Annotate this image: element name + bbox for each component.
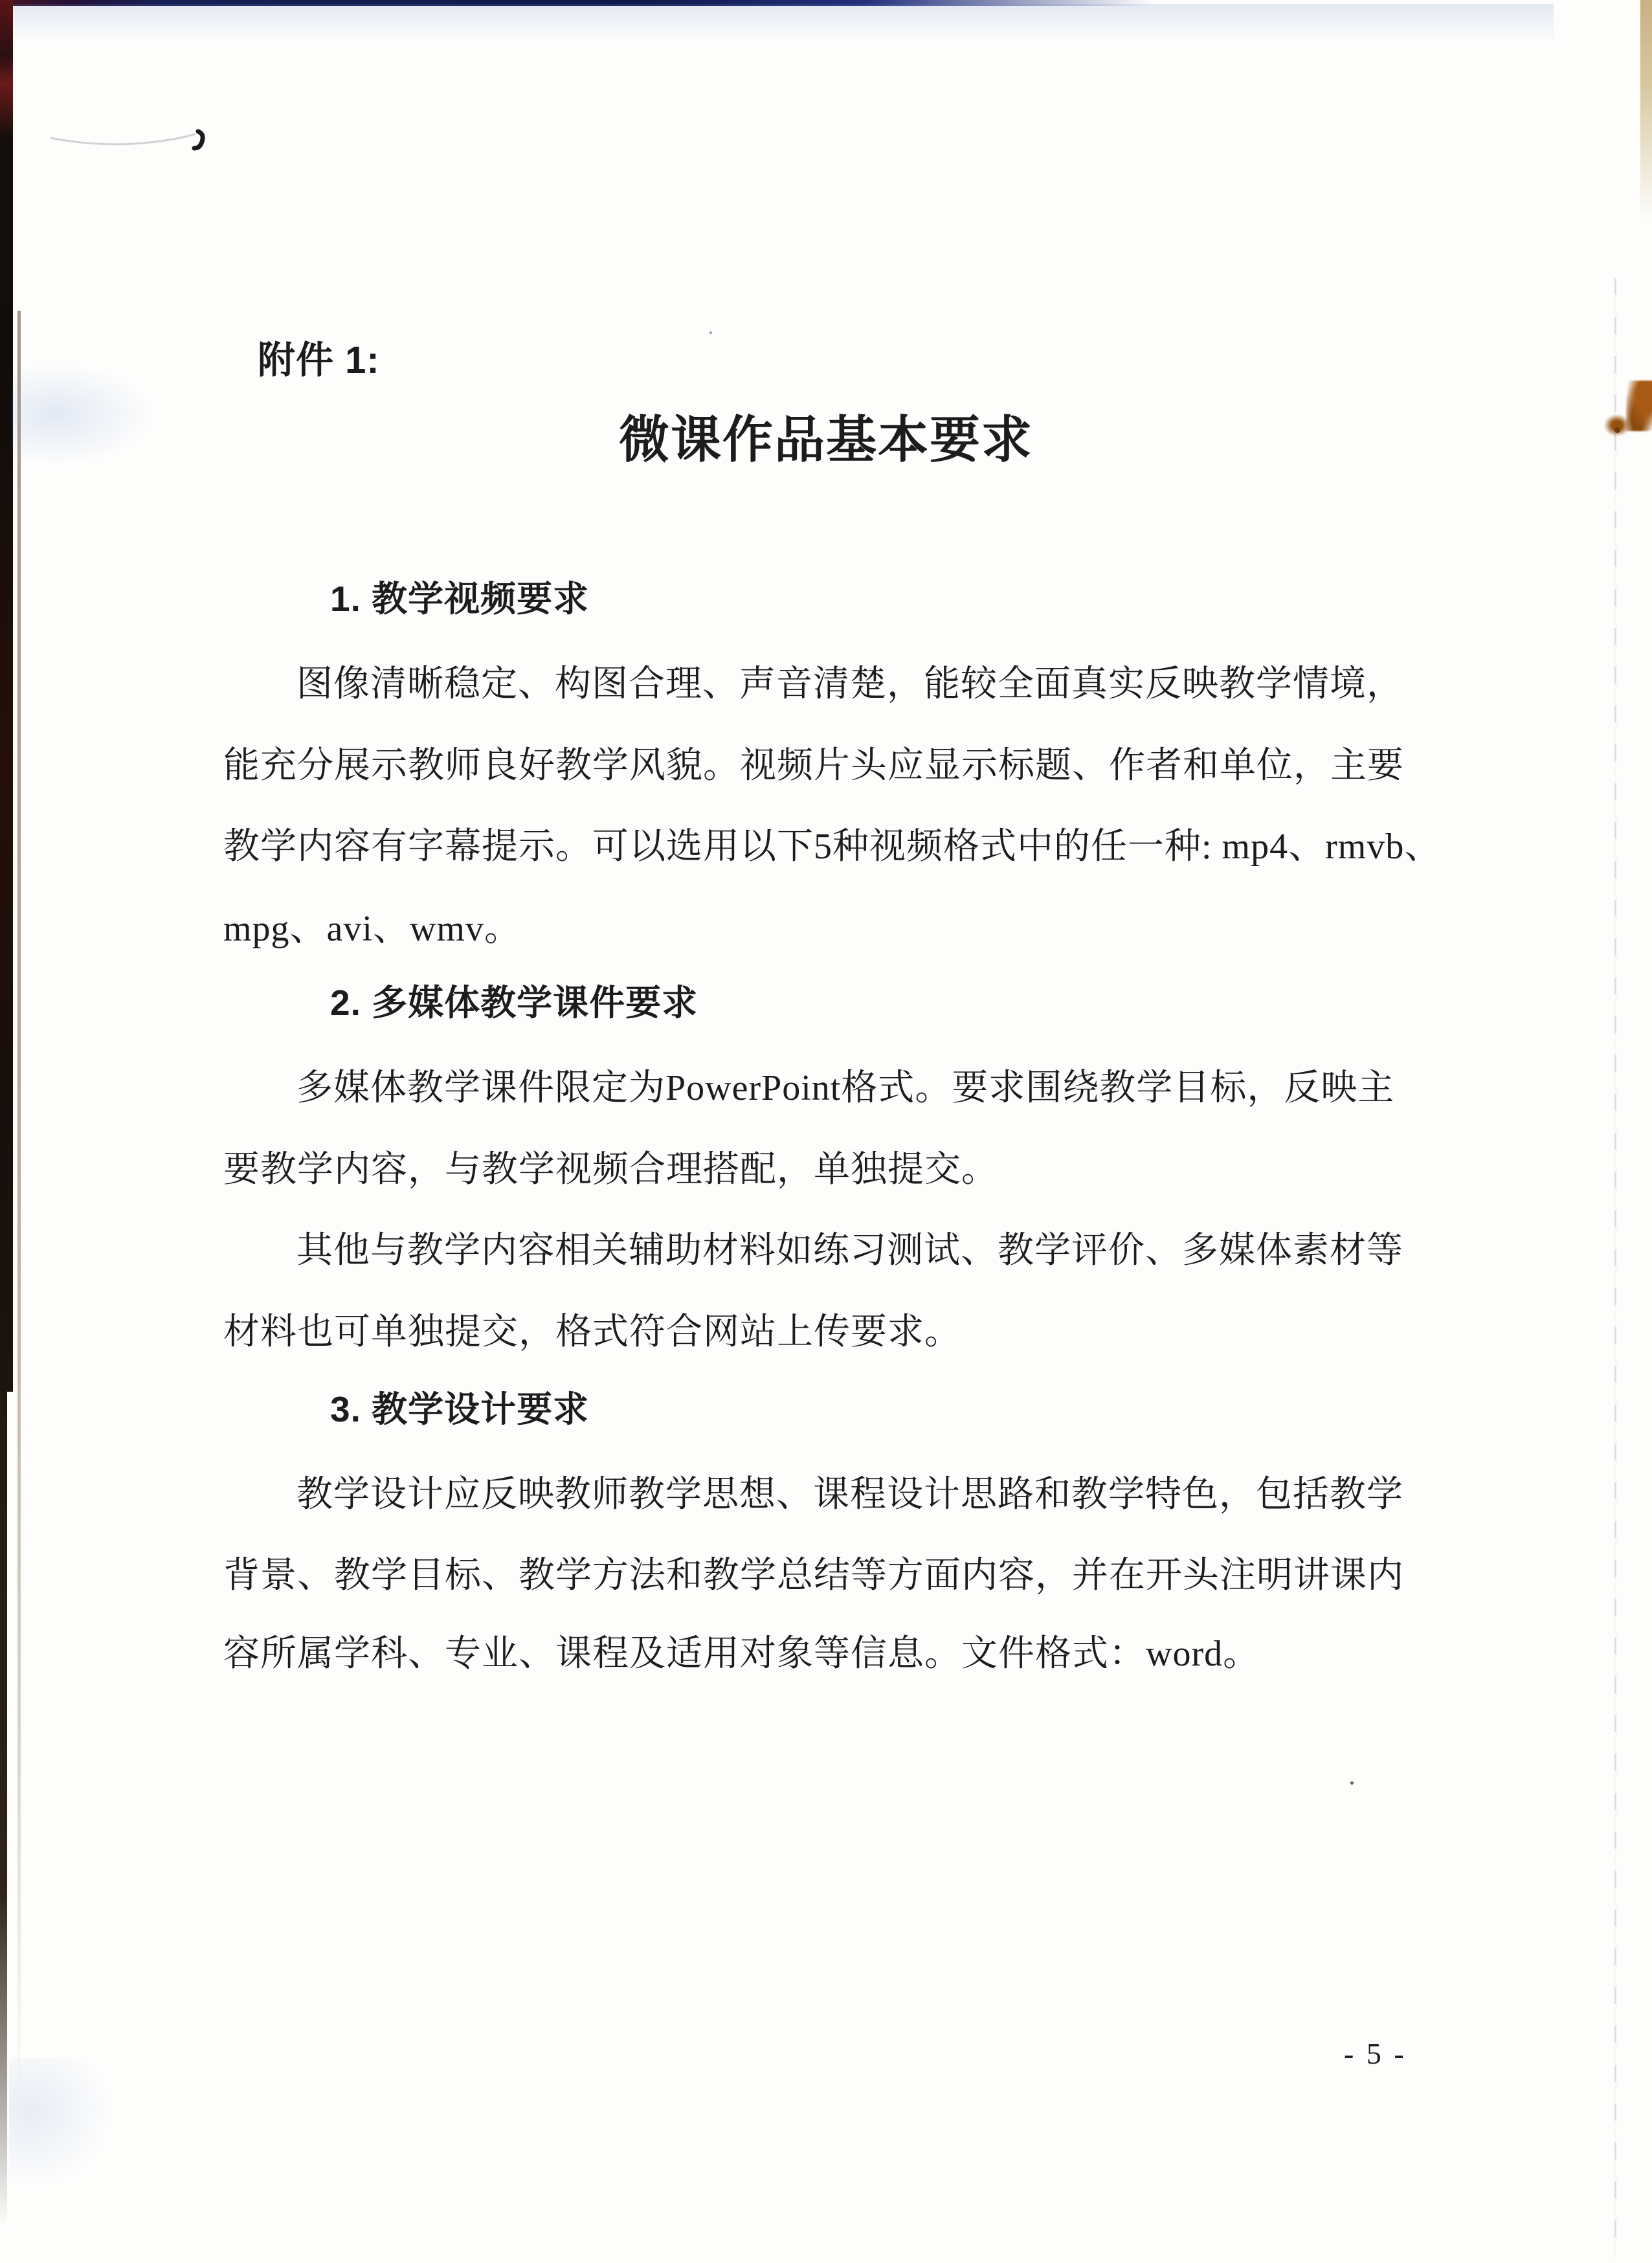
body-line: 多媒体教学课件限定为PowerPoint格式。要求围绕教学目标，反映主 xyxy=(296,1068,1395,1108)
section-3-heading: 3. 教学设计要求 xyxy=(330,1389,590,1429)
attachment-label: 附件 1: xyxy=(258,339,380,381)
document-title: 微课作品基本要求 xyxy=(618,411,1033,468)
page-number: - 5 - xyxy=(1344,2037,1407,2070)
body-line: 教学内容有字幕提示。可以选用以下5种视频格式中的任一种: mp4、rmvb、 xyxy=(223,827,1442,867)
body-line: 其他与教学内容相关辅助材料如练习测试、教学评价、多媒体素材等 xyxy=(296,1231,1403,1271)
pencil-squiggle-artifact xyxy=(45,120,227,165)
body-line: 能充分展示教师良好教学风貌。视频片头应显示标题、作者和单位，主要 xyxy=(223,746,1404,786)
body-line: mpg、avi、wmv。 xyxy=(223,909,521,949)
body-line: 容所属学科、专业、课程及适用对象等信息。文件格式：word。 xyxy=(223,1634,1260,1674)
speck-artifact xyxy=(709,331,712,334)
body-line: 背景、教学目标、教学方法和教学总结等方面内容，并在开头注明讲课内 xyxy=(223,1555,1404,1596)
scan-left-edge-lower-artifact xyxy=(0,1392,7,2227)
body-line: 教学设计应反映教师教学思想、课程设计思路和教学特色，包括教学 xyxy=(296,1475,1403,1515)
body-line: 要教学内容，与教学视频合理搭配，单独提交。 xyxy=(223,1150,998,1190)
section-1-heading: 1. 教学视频要求 xyxy=(330,579,590,619)
scan-blue-haze-lower-artifact xyxy=(9,2058,113,2188)
scan-top-haze-artifact xyxy=(0,4,1554,43)
speck-artifact xyxy=(1350,1781,1354,1785)
body-line: 图像清晰稳定、构图合理、声音清楚，能较全面真实反映教学情境， xyxy=(296,664,1403,704)
body-line: 材料也可单独提交，格式符合网站上传要求。 xyxy=(223,1312,961,1352)
scan-left-edge-artifact xyxy=(0,0,13,1392)
scan-right-faint-line-artifact xyxy=(1614,278,1616,2259)
scan-top-right-sliver-artifact xyxy=(1640,0,1652,220)
section-2-heading: 2. 多媒体教学课件要求 xyxy=(330,983,698,1023)
scan-left-thin-line-artifact xyxy=(17,311,21,2097)
